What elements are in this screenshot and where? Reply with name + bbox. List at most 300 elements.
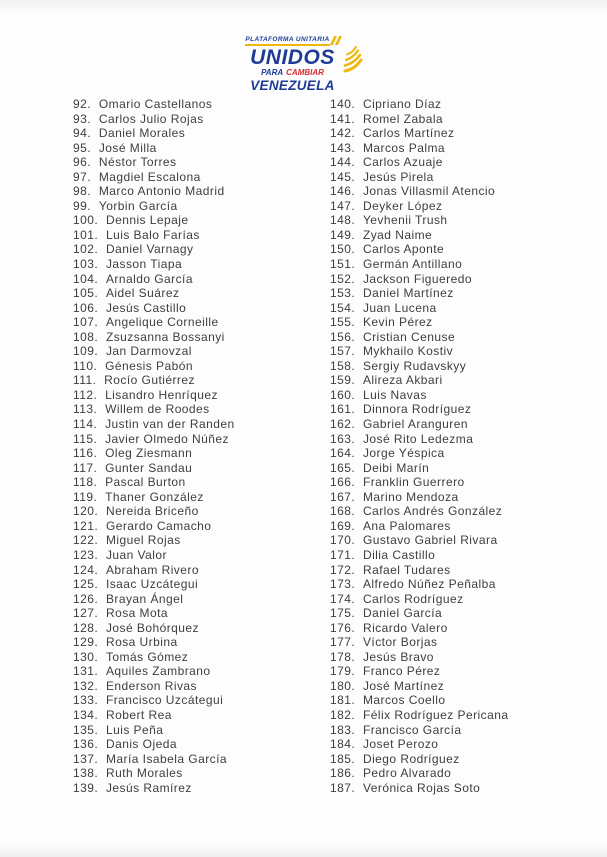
list-entry xyxy=(330,112,607,127)
entry-name: Rocío Gutiérrez xyxy=(104,373,195,388)
entry-name: Marino Mendoza xyxy=(362,489,459,504)
list-entry xyxy=(330,141,607,156)
list-entry xyxy=(73,621,330,636)
entry-number: 174. xyxy=(330,591,356,606)
entry-number: 148. xyxy=(330,213,356,228)
entry-name: Lisandro Henríquez xyxy=(105,387,218,402)
entry-name: Carlos Rodríguez xyxy=(362,591,464,606)
list-entry xyxy=(73,519,330,534)
entry-number: 171. xyxy=(330,547,356,562)
hand-icon xyxy=(342,43,364,75)
entry-name: Yorbin García xyxy=(98,198,178,213)
list-entry xyxy=(330,286,607,301)
list-entry xyxy=(330,315,607,330)
list-entry xyxy=(73,563,330,578)
entry-number: 187. xyxy=(330,780,356,795)
list-entry xyxy=(330,359,607,374)
entry-name: Verónica Rojas Soto xyxy=(362,780,481,795)
list-entry xyxy=(330,272,607,287)
entry-number: 119. xyxy=(73,489,98,504)
entry-number: 161. xyxy=(330,402,356,417)
list-entry xyxy=(73,330,330,345)
entry-name: Daniel Varnagy xyxy=(105,242,194,257)
entry-name: Gustavo Gabriel Rivara xyxy=(362,533,498,548)
list-entry xyxy=(73,432,330,447)
list-entry xyxy=(330,490,607,505)
entry-name: Oleg Ziesmann xyxy=(105,446,193,461)
entry-number: 113. xyxy=(73,402,98,417)
entry-name: Daniel Martínez xyxy=(362,286,454,301)
list-entry xyxy=(73,679,330,694)
list-entry xyxy=(330,301,607,316)
logo xyxy=(0,36,607,94)
entry-name: Luis Navas xyxy=(362,387,427,402)
entry-number: 132. xyxy=(73,678,99,693)
entry-number: 109. xyxy=(73,344,99,359)
entry-name: Deibi Marín xyxy=(362,460,430,475)
entry-name: Omario Castellanos xyxy=(98,97,213,111)
entry-name: Jesús Castillo xyxy=(105,300,187,315)
entry-number: 97. xyxy=(73,169,92,184)
list-entry xyxy=(73,301,330,316)
entry-name: Carlos Aponte xyxy=(362,242,445,257)
list-entry xyxy=(330,621,607,636)
entry-number: 102. xyxy=(73,242,99,257)
list-entry xyxy=(73,650,330,665)
entry-number: 154. xyxy=(330,300,356,315)
entry-name: Alireza Akbari xyxy=(362,373,443,388)
entry-name: Alfredo Núñez Peñalba xyxy=(362,577,496,592)
list-entry xyxy=(330,693,607,708)
entry-number: 149. xyxy=(330,227,356,242)
logo-top-row xyxy=(245,36,339,46)
list-entry xyxy=(73,199,330,214)
list-entry xyxy=(330,155,607,170)
logo-cambiar-text: CAMBIAR xyxy=(286,68,324,77)
logo-inner xyxy=(245,36,361,94)
entry-number: 96. xyxy=(73,155,92,170)
entry-number: 125. xyxy=(73,577,99,592)
list-entry xyxy=(330,737,607,752)
entry-name: Romel Zabala xyxy=(362,111,444,126)
entry-number: 147. xyxy=(330,198,356,213)
entry-name: Marcos Coello xyxy=(362,693,446,708)
entry-number: 127. xyxy=(73,606,99,621)
entry-name: Brayan Ángel xyxy=(105,591,184,606)
entry-name: Juan Valor xyxy=(105,547,167,562)
entry-name: Enderson Rivas xyxy=(105,678,197,693)
entry-name: José Martínez xyxy=(362,678,445,693)
list-entry xyxy=(330,577,607,592)
entry-number: 177. xyxy=(330,635,356,650)
entry-number: 131. xyxy=(73,664,99,679)
entry-number: 122. xyxy=(73,533,99,548)
entry-name: Kevin Pérez xyxy=(362,315,433,330)
entry-number: 158. xyxy=(330,358,356,373)
entry-name: Marcos Palma xyxy=(362,140,446,155)
name-list xyxy=(73,97,607,795)
list-entry xyxy=(330,592,607,607)
entry-number: 163. xyxy=(330,431,356,446)
list-entry xyxy=(73,548,330,563)
entry-number: 100. xyxy=(73,213,99,228)
entry-name: Thaner González xyxy=(105,489,204,504)
entry-name: Francisco Uzcátegui xyxy=(105,693,224,708)
entry-number: 92. xyxy=(73,97,92,111)
entry-name: Sergiy Rudavskyy xyxy=(362,358,467,373)
list-entry xyxy=(330,664,607,679)
entry-number: 115. xyxy=(73,431,98,446)
entry-number: 185. xyxy=(330,751,356,766)
list-entry xyxy=(330,461,607,476)
list-entry xyxy=(330,752,607,767)
list-entry xyxy=(330,766,607,781)
list-entry xyxy=(73,504,330,519)
entry-number: 98. xyxy=(73,184,92,199)
entry-name: Zsuzsanna Bossanyi xyxy=(105,329,225,344)
list-entry xyxy=(330,781,607,796)
list-entry xyxy=(330,723,607,738)
entry-number: 107. xyxy=(73,315,99,330)
entry-name: Víctor Borjas xyxy=(362,635,438,650)
entry-number: 112. xyxy=(73,387,98,402)
entry-number: 160. xyxy=(330,387,356,402)
entry-number: 133. xyxy=(73,693,99,708)
list-entry xyxy=(73,170,330,185)
entry-number: 141. xyxy=(330,111,356,126)
entry-name: Rafael Tudares xyxy=(362,562,451,577)
entry-name: Nereida Briceño xyxy=(105,504,199,519)
entry-name: Zyad Naime xyxy=(362,227,433,242)
entry-number: 157. xyxy=(330,344,356,359)
list-entry xyxy=(73,228,330,243)
entry-number: 117. xyxy=(73,460,98,475)
entry-name: Ruth Morales xyxy=(105,766,183,781)
entry-name: Willem de Roodes xyxy=(105,402,210,417)
entry-name: Isaac Uzcátegui xyxy=(105,577,199,592)
list-entry xyxy=(73,286,330,301)
entry-name: Javier Olmedo Núñez xyxy=(105,431,229,446)
list-entry xyxy=(330,417,607,432)
list-entry xyxy=(330,548,607,563)
entry-number: 93. xyxy=(73,111,92,126)
entry-number: 179. xyxy=(330,664,356,679)
entry-number: 181. xyxy=(330,693,356,708)
entry-name: Daniel Morales xyxy=(98,126,186,141)
list-entry xyxy=(330,402,607,417)
entry-name: Jesús Pirela xyxy=(362,169,434,184)
list-entry xyxy=(330,432,607,447)
list-entry xyxy=(330,199,607,214)
logo-middle-row xyxy=(261,69,324,78)
entry-number: 114. xyxy=(73,417,98,432)
entry-name: José Rito Ledezma xyxy=(362,431,474,446)
list-entry xyxy=(330,533,607,548)
entry-name: Francisco García xyxy=(362,722,462,737)
entry-number: 165. xyxy=(330,460,356,475)
list-entry xyxy=(330,330,607,345)
entry-name: Ricardo Valero xyxy=(362,620,448,635)
list-entry xyxy=(73,708,330,723)
entry-number: 134. xyxy=(73,707,99,722)
entry-name: Germán Antillano xyxy=(362,257,463,272)
list-entry xyxy=(330,519,607,534)
entry-number: 155. xyxy=(330,315,356,330)
list-entry xyxy=(73,141,330,156)
entry-number: 182. xyxy=(330,707,356,722)
entry-name: Franco Pérez xyxy=(362,664,441,679)
entry-name: Deyker López xyxy=(362,198,443,213)
entry-number: 152. xyxy=(330,271,356,286)
entry-name: Robert Rea xyxy=(105,707,172,722)
list-entry xyxy=(73,359,330,374)
entry-number: 118. xyxy=(73,475,98,490)
logo-para-text: PARA xyxy=(261,68,284,77)
list-entry xyxy=(73,97,330,112)
name-list-left-column xyxy=(73,97,330,795)
list-entry xyxy=(73,592,330,607)
entry-number: 156. xyxy=(330,329,356,344)
list-entry xyxy=(330,635,607,650)
list-entry xyxy=(73,723,330,738)
entry-number: 129. xyxy=(73,635,99,650)
entry-number: 153. xyxy=(330,286,356,301)
entry-name: Jackson Figueredo xyxy=(362,271,472,286)
entry-name: Luis Balo Farías xyxy=(105,227,200,242)
entry-number: 151. xyxy=(330,257,356,272)
entry-name: Magdiel Escalona xyxy=(98,169,201,184)
entry-name: Juan Lucena xyxy=(362,300,437,315)
entry-number: 110. xyxy=(73,358,98,373)
list-entry xyxy=(330,679,607,694)
entry-number: 126. xyxy=(73,591,99,606)
list-entry xyxy=(73,752,330,767)
entry-number: 124. xyxy=(73,562,99,577)
entry-number: 139. xyxy=(73,780,99,795)
entry-number: 116. xyxy=(73,446,98,461)
entry-name: Arnaldo García xyxy=(105,271,193,286)
entry-number: 94. xyxy=(73,126,92,141)
entry-name: Aidel Suárez xyxy=(105,286,180,301)
list-entry xyxy=(73,737,330,752)
list-entry xyxy=(330,344,607,359)
entry-number: 105. xyxy=(73,286,99,301)
entry-name: Rosa Mota xyxy=(105,606,169,621)
entry-number: 167. xyxy=(330,489,356,504)
list-entry xyxy=(73,693,330,708)
list-entry xyxy=(330,184,607,199)
entry-name: Jan Darmovzal xyxy=(105,344,192,359)
list-entry xyxy=(330,257,607,272)
list-entry xyxy=(330,563,607,578)
list-entry xyxy=(73,242,330,257)
entry-name: Angelique Corneille xyxy=(105,315,219,330)
logo-venezuela-text: VENEZUELA xyxy=(250,77,335,93)
entry-number: 144. xyxy=(330,155,356,170)
list-entry xyxy=(73,461,330,476)
entry-name: Carlos Martínez xyxy=(362,126,455,141)
entry-number: 145. xyxy=(330,169,356,184)
entry-name: Dilia Castillo xyxy=(362,547,436,562)
entry-number: 95. xyxy=(73,140,92,155)
entry-number: 184. xyxy=(330,737,356,752)
entry-name: Daniel García xyxy=(362,606,443,621)
entry-number: 159. xyxy=(330,373,356,388)
list-entry xyxy=(73,446,330,461)
logo-unidos-text: UNIDOS xyxy=(250,46,335,69)
entry-name: Génesis Pabón xyxy=(105,358,193,373)
entry-name: Ana Palomares xyxy=(362,518,451,533)
entry-number: 172. xyxy=(330,562,356,577)
entry-number: 168. xyxy=(330,504,356,519)
list-entry xyxy=(73,475,330,490)
entry-number: 138. xyxy=(73,766,99,781)
entry-name: Tomás Gómez xyxy=(105,649,189,664)
entry-name: Franklin Guerrero xyxy=(362,475,465,490)
list-entry xyxy=(73,417,330,432)
list-entry xyxy=(73,577,330,592)
list-entry xyxy=(330,708,607,723)
entry-number: 143. xyxy=(330,140,356,155)
entry-number: 150. xyxy=(330,242,356,257)
entry-number: 106. xyxy=(73,300,99,315)
entry-number: 146. xyxy=(330,184,356,199)
list-entry xyxy=(73,126,330,141)
entry-number: 121. xyxy=(73,518,99,533)
entry-name: Pascal Burton xyxy=(105,475,186,490)
entry-name: Carlos Azuaje xyxy=(362,155,443,170)
entry-number: 120. xyxy=(73,504,99,519)
list-entry xyxy=(73,112,330,127)
entry-name: Miguel Rojas xyxy=(105,533,181,548)
logo-plataforma-unitaria-text: PLATAFORMA UNITARIA xyxy=(245,36,329,46)
entry-name: Jesús Bravo xyxy=(362,649,434,664)
entry-name: Carlos Julio Rojas xyxy=(98,111,204,126)
list-entry xyxy=(73,606,330,621)
list-entry xyxy=(73,272,330,287)
entry-number: 104. xyxy=(73,271,99,286)
name-list-right-column xyxy=(330,97,607,795)
list-entry xyxy=(330,475,607,490)
entry-name: Cipriano Díaz xyxy=(362,97,442,111)
entry-number: 123. xyxy=(73,547,99,562)
list-entry xyxy=(73,533,330,548)
entry-name: Dennis Lepaje xyxy=(105,213,189,228)
entry-number: 101. xyxy=(73,227,99,242)
entry-number: 162. xyxy=(330,417,356,432)
entry-name: Pedro Alvarado xyxy=(362,766,452,781)
list-entry xyxy=(73,315,330,330)
entry-name: Jasson Tiapa xyxy=(105,257,183,272)
entry-name: Luis Peña xyxy=(105,722,164,737)
entry-name: Jorge Yéspica xyxy=(362,446,445,461)
entry-name: Justin van der Randen xyxy=(105,417,235,432)
entry-name: Mykhailo Kostiv xyxy=(362,344,454,359)
entry-number: 169. xyxy=(330,518,356,533)
list-entry xyxy=(73,635,330,650)
entry-number: 99. xyxy=(73,198,92,213)
entry-number: 176. xyxy=(330,620,356,635)
entry-name: Cristian Cenuse xyxy=(362,329,456,344)
entry-name: Rosa Urbina xyxy=(105,635,178,650)
entry-number: 166. xyxy=(330,475,356,490)
entry-number: 170. xyxy=(330,533,356,548)
entry-name: María Isabela García xyxy=(105,751,228,766)
list-entry xyxy=(330,373,607,388)
entry-number: 140. xyxy=(330,97,356,111)
list-entry xyxy=(73,373,330,388)
entry-number: 178. xyxy=(330,649,356,664)
entry-number: 135. xyxy=(73,722,99,737)
list-entry xyxy=(330,504,607,519)
entry-name: Joset Perozo xyxy=(362,737,439,752)
entry-name: José Milla xyxy=(98,140,157,155)
entry-number: 136. xyxy=(73,737,99,752)
list-entry xyxy=(330,97,607,112)
list-entry xyxy=(73,664,330,679)
list-entry xyxy=(73,257,330,272)
entry-number: 130. xyxy=(73,649,99,664)
list-entry xyxy=(330,228,607,243)
entry-name: Gunter Sandau xyxy=(105,460,193,475)
entry-number: 173. xyxy=(330,577,356,592)
entry-number: 137. xyxy=(73,751,99,766)
list-entry xyxy=(73,490,330,505)
entry-number: 175. xyxy=(330,606,356,621)
entry-name: Félix Rodríguez Pericana xyxy=(362,707,509,722)
entry-number: 186. xyxy=(330,766,356,781)
entry-name: Dinnora Rodríguez xyxy=(362,402,472,417)
list-entry xyxy=(73,388,330,403)
entry-name: Yevhenii Trush xyxy=(362,213,448,228)
list-entry xyxy=(330,242,607,257)
entry-name: Aquiles Zambrano xyxy=(105,664,211,679)
entry-name: Diego Rodríguez xyxy=(362,751,460,766)
entry-number: 164. xyxy=(330,446,356,461)
list-entry xyxy=(73,344,330,359)
entry-number: 108. xyxy=(73,329,99,344)
list-entry xyxy=(330,446,607,461)
entry-number: 180. xyxy=(330,678,356,693)
entry-name: Jesús Ramírez xyxy=(105,780,192,795)
list-entry xyxy=(330,388,607,403)
list-entry xyxy=(330,126,607,141)
entry-name: Carlos Andrés González xyxy=(362,504,503,519)
entry-name: Gabriel Aranguren xyxy=(362,417,468,432)
entry-number: 128. xyxy=(73,620,99,635)
list-entry xyxy=(73,155,330,170)
entry-name: Néstor Torres xyxy=(98,155,177,170)
list-entry xyxy=(73,766,330,781)
entry-number: 111. xyxy=(73,373,97,388)
entry-name: Abraham Rivero xyxy=(105,562,199,577)
list-entry xyxy=(73,184,330,199)
slashes-icon xyxy=(332,36,340,45)
entry-number: 183. xyxy=(330,722,356,737)
list-entry xyxy=(330,170,607,185)
entry-name: Jonas Villasmil Atencio xyxy=(362,184,496,199)
list-entry xyxy=(73,781,330,796)
entry-number: 142. xyxy=(330,126,356,141)
entry-name: Marco Antonio Madrid xyxy=(98,184,225,199)
list-entry xyxy=(330,650,607,665)
list-entry xyxy=(330,213,607,228)
entry-name: Gerardo Camacho xyxy=(105,518,212,533)
entry-name: José Bohórquez xyxy=(105,620,199,635)
list-entry xyxy=(73,213,330,228)
list-entry xyxy=(330,606,607,621)
list-entry xyxy=(73,402,330,417)
